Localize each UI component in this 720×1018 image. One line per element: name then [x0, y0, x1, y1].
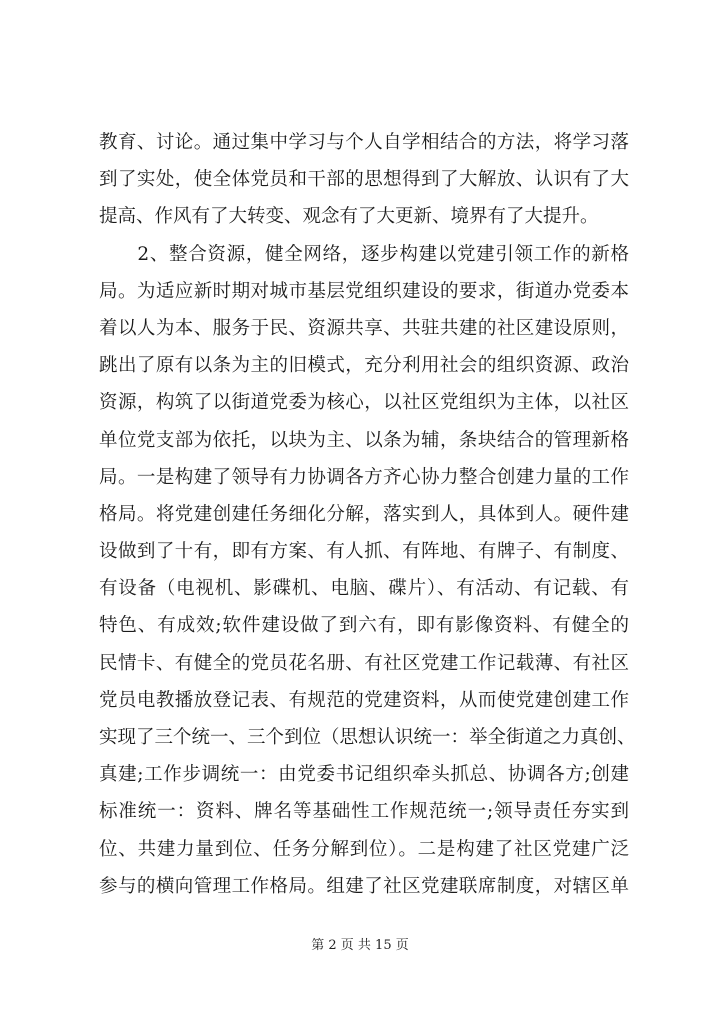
text-line: 民情卡、有健全的党员花名册、有社区党建工作记载薄、有社区 — [99, 652, 629, 674]
text-line: 特色、有成效;软件建设做了到六有，即有影像资料、有健全的 — [99, 615, 629, 637]
text-line: 位、共建力量到位、任务分解到位）。二是构建了社区党建广泛 — [99, 838, 629, 860]
text-line: 真建;工作步调统一：由党委书记组织牵头抓总、协调各方;创建 — [99, 764, 629, 786]
text-line: 局。为适应新时期对城市基层党组织建设的要求，街道办党委本 — [99, 280, 629, 302]
text-line: 标准统一：资料、牌名等基础性工作规范统一;领导责任夯实到 — [99, 801, 629, 823]
text-line: 提高、作风有了大转变、观念有了大更新、境界有了大提升。 — [99, 206, 599, 228]
text-line: 着以人为本、服务于民、资源共享、共驻共建的社区建设原则， — [99, 317, 629, 339]
body-text — [99, 124, 636, 905]
text-line: 教育、讨论。通过集中学习与个人自学相结合的方法，将学习落 — [99, 132, 629, 153]
text-line: 到了实处，使全体党员和干部的思想得到了大解放、认识有了大 — [99, 169, 629, 191]
text-line: 2、整合资源，健全网络，逐步构建以党建引领工作的新格 — [99, 243, 629, 265]
text-line: 党员电教播放登记表、有规范的党建资料，从而使党建创建工作 — [99, 689, 629, 711]
text-line: 设做到了十有，即有方案、有人抓、有阵地、有牌子、有制度、 — [99, 541, 629, 563]
text-line: 局。一是构建了领导有力协调各方齐心协力整合创建力量的工作 — [99, 466, 629, 488]
text-line: 实现了三个统一、三个到位（思想认识统一：举全街道之力真创、 — [99, 727, 636, 748]
text-line: 资源，构筑了以街道党委为核心，以社区党组织为主体，以社区 — [99, 392, 629, 414]
text-line: 参与的横向管理工作格局。组建了社区党建联席制度，对辖区单 — [99, 875, 629, 897]
text-line: 格局。将党建创建任务细化分解，落实到人，具体到人。硬件建 — [99, 503, 629, 525]
page-number-footer: 第 2 页 共 15 页 — [311, 938, 409, 953]
text-line: 跳出了原有以条为主的旧模式，充分利用社会的组织资源、政治 — [99, 355, 629, 377]
text-line: 有设备（电视机、影碟机、电脑、碟片）、有活动、有记载、有 — [99, 578, 629, 600]
text-line: 单位党支部为依托，以块为主、以条为辅，条块结合的管理新格 — [99, 429, 629, 451]
